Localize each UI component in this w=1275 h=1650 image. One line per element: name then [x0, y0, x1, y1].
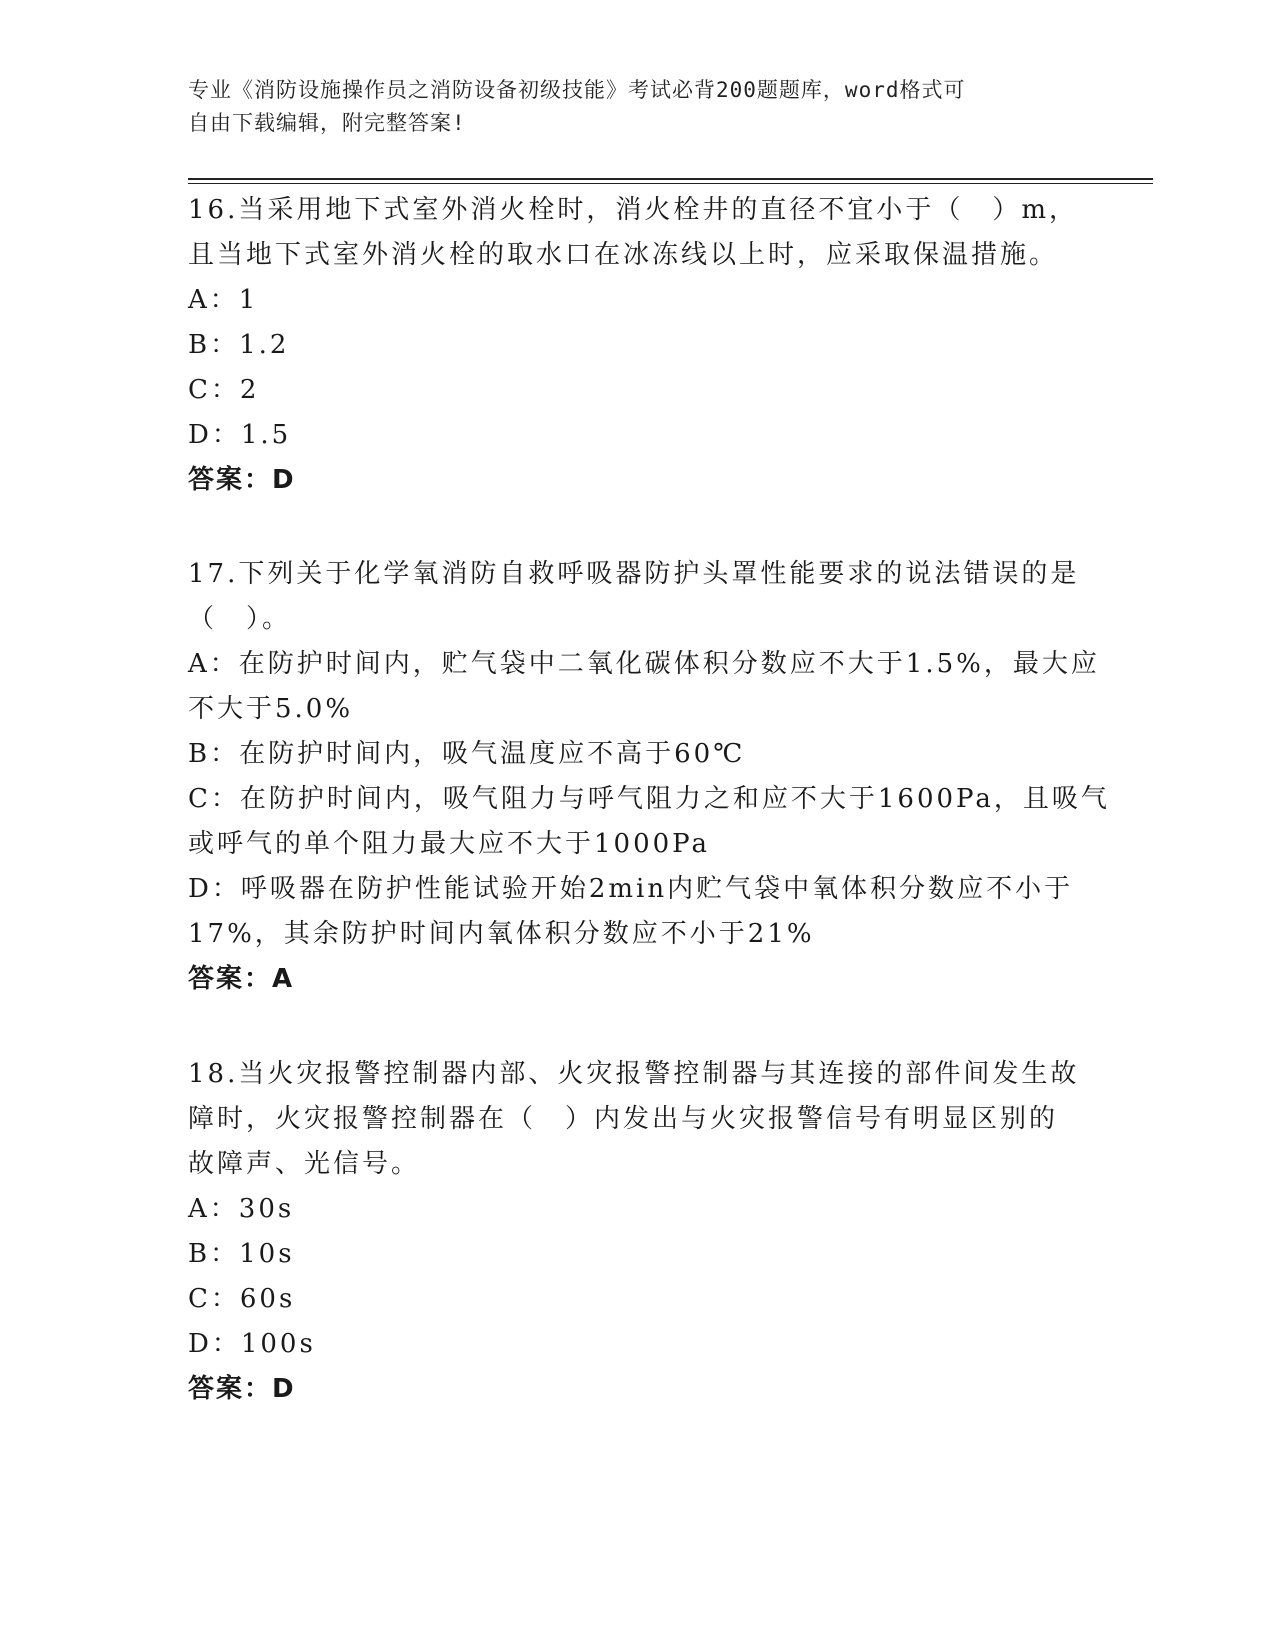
- option-d: D：呼吸器在防护性能试验开始2min内贮气袋中氧体积分数应不小于: [188, 874, 1074, 904]
- option-d: D：100s: [188, 1329, 316, 1359]
- answer: 答案：D: [188, 1374, 296, 1404]
- header-divider-thin: [188, 183, 1153, 184]
- header-line: 专业《消防设施操作员之消防设备初级技能》考试必背200题题库，word格式可: [188, 78, 966, 102]
- option-a: A：在防护时间内，贮气袋中二氧化碳体积分数应不大于1.5%，最大应: [188, 649, 1100, 679]
- answer: 答案：A: [188, 964, 295, 994]
- answer: 答案：D: [188, 465, 296, 495]
- option-a-continued: 不大于5.0%: [188, 694, 354, 724]
- document-header: [188, 74, 1068, 140]
- option-d-continued: 17%，其余防护时间内氧体积分数应不小于21%: [188, 919, 815, 949]
- question-17: [188, 552, 1110, 1002]
- option-c: C：2: [188, 375, 260, 405]
- option-b: B：10s: [188, 1239, 295, 1269]
- header-line: 自由下载编辑，附完整答案!: [188, 111, 466, 135]
- question-text: （ ）。: [188, 604, 292, 634]
- option-c-continued: 或呼气的单个阻力最大应不大于1000Pa: [188, 829, 710, 859]
- question-text: 且当地下式室外消火栓的取水口在冰冻线以上时，应采取保温措施。: [188, 240, 1059, 270]
- option-c: C：60s: [188, 1284, 296, 1314]
- question-16: [188, 188, 1088, 503]
- option-a: A：1: [188, 285, 259, 315]
- question-text: 故障声、光信号。: [188, 1149, 421, 1179]
- question-text: 18.当火灾报警控制器内部、火灾报警控制器与其连接的部件间发生故: [188, 1059, 1080, 1089]
- header-divider: [188, 178, 1153, 180]
- question-text: 障时，火灾报警控制器在（ ）内发出与火灾报警信号有明显区别的: [188, 1104, 1059, 1134]
- option-c: C：在防护时间内，吸气阻力与呼气阻力之和应不大于1600Pa，且吸气: [188, 784, 1110, 814]
- option-b: B：在防护时间内，吸气温度应不高于60℃: [188, 739, 746, 769]
- option-d: D：1.5: [188, 420, 292, 450]
- question-18: [188, 1052, 1088, 1412]
- option-a: A：30s: [188, 1194, 295, 1224]
- question-text: 17.下列关于化学氧消防自救呼吸器防护头罩性能要求的说法错误的是: [188, 559, 1080, 589]
- option-b: B：1.2: [188, 330, 290, 360]
- question-text: 16.当采用地下式室外消火栓时，消火栓井的直径不宜小于（ ）m，: [188, 195, 1079, 225]
